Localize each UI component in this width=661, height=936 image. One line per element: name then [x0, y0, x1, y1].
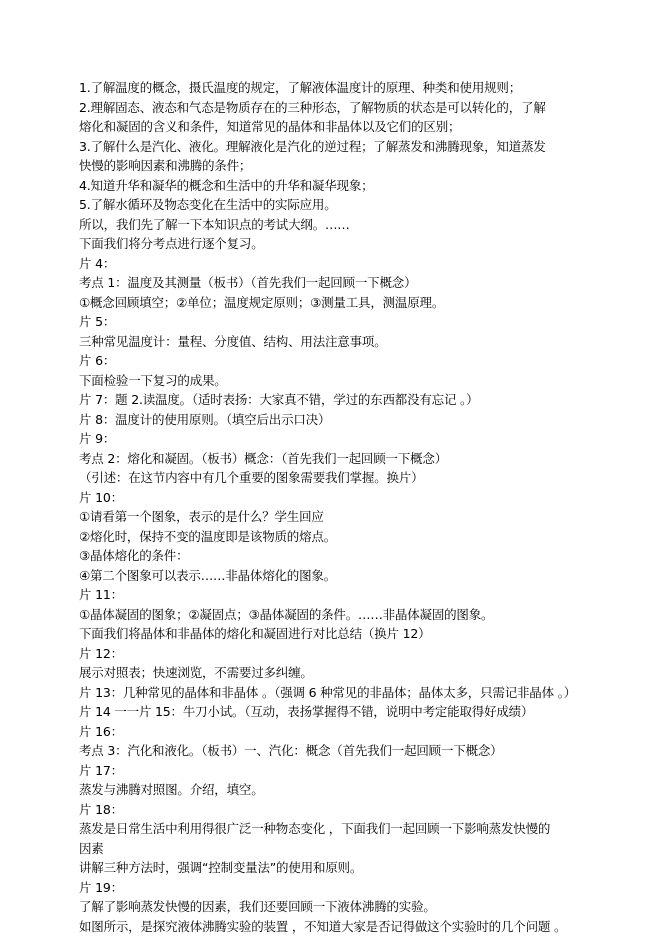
text-line: 片 5： — [79, 312, 599, 332]
text-line: 下面检验一下复习的成果。 — [79, 371, 599, 391]
text-line: 下面我们将晶体和非晶体的熔化和凝固进行对比总结（换片 12） — [79, 624, 599, 644]
text-line: 讲解三种方法时，强调“控制变量法”的使用和原则。 — [79, 858, 599, 878]
text-line: ①请看第一个图象，表示的是什么？学生回应 — [79, 507, 599, 527]
text-line: 3.了解什么是汽化、液化。理解液化是汽化的逆过程；了解蒸发和沸腾现象，知道蒸发 — [79, 137, 599, 157]
text-line: 片 9： — [79, 429, 599, 449]
text-line: 5.了解水循环及物态变化在生活中的实际应用。 — [79, 195, 599, 215]
text-line: 片 8：温度计的使用原则。（填空后出示口决） — [79, 410, 599, 430]
text-line: 考点 3：汽化和液化。（板书）一、汽化：概念（首先我们一起回顾一下概念） — [79, 741, 599, 761]
text-line: 蒸发与沸腾对照图。介绍，填空。 — [79, 780, 599, 800]
text-line: 快慢的影响因素和沸腾的条件； — [79, 156, 599, 176]
text-line: 展示对照表；快速浏览，不需要过多纠缠。 — [79, 663, 599, 683]
text-line: 片 4： — [79, 254, 599, 274]
text-line: 了解了影响蒸发快慢的因素，我们还要回顾一下液体沸腾的实验。 — [79, 897, 599, 917]
text-line: 片 13：几种常见的晶体和非晶体 。（强调 6 种常见的非晶体；晶体太多，只需记非晶体 。） — [79, 683, 599, 703]
text-line: ②熔化时，保持不变的温度即是该物质的熔点。 — [79, 527, 599, 547]
text-line: 2.理解固态、液态和气态是物质存在的三种形态，了解物质的状态是可以转化的，了解 — [79, 98, 599, 118]
text-line: ①晶体凝固的图象；②凝固点；③晶体凝固的条件。……非晶体凝固的图象。 — [79, 605, 599, 625]
text-line: 片 11： — [79, 585, 599, 605]
text-line: 考点 1：温度及其测量（板书）（首先我们一起回顾一下概念） — [79, 273, 599, 293]
text-line: 片 17： — [79, 761, 599, 781]
text-line: 所以，我们先了解一下本知识点的考试大纲。…… — [79, 215, 599, 235]
text-line: 片 12： — [79, 644, 599, 664]
text-line: 因素 — [79, 839, 599, 859]
text-line: ①概念回顾填空；②单位；温度规定原则；③测量工具，测温原理。 — [79, 293, 599, 313]
text-line: ③晶体熔化的条件： — [79, 546, 599, 566]
document-page — [79, 78, 599, 936]
text-line: 1.了解温度的概念，摄氏温度的规定，了解液体温度计的原理、种类和使用规则； — [79, 78, 599, 98]
text-line: 片 19： — [79, 878, 599, 898]
text-line: 如图所示，是探究液体沸腾实验的装置 ，不知道大家是否记得做这个实验时的几个问题 。 — [79, 917, 599, 936]
text-line: 4.知道升华和凝华的概念和生活中的升华和凝华现象； — [79, 176, 599, 196]
text-line: 下面我们将分考点进行逐个复习。 — [79, 234, 599, 254]
text-line: 片 18： — [79, 800, 599, 820]
text-line: 片 6： — [79, 351, 599, 371]
text-line: 蒸发是日常生活中利用得很广泛一种物态变化 ，下面我们一起回顾一下影响蒸发快慢的 — [79, 819, 599, 839]
text-line: ④第二个图象可以表示……非晶体熔化的图象。 — [79, 566, 599, 586]
text-line: （引述：在这节内容中有几个重要的图象需要我们掌握。换片） — [79, 468, 599, 488]
text-line: 片 14 一一片 15：牛刀小试。（互动，表扬掌握得不错，说明中考定能取得好成绩） — [79, 702, 599, 722]
text-line: 熔化和凝固的含义和条件，知道常见的晶体和非晶体以及它们的区别； — [79, 117, 599, 137]
text-line: 三种常见温度计：量程、分度值、结构、用法注意事项。 — [79, 332, 599, 352]
text-line: 片 7：题 2.读温度。（适时表扬：大家真不错，学过的东西都没有忘记 。） — [79, 390, 599, 410]
text-line: 片 10： — [79, 488, 599, 508]
text-line: 片 16： — [79, 722, 599, 742]
text-line: 考点 2：熔化和凝固。（板书）概念：（首先我们一起回顾一下概念） — [79, 449, 599, 469]
